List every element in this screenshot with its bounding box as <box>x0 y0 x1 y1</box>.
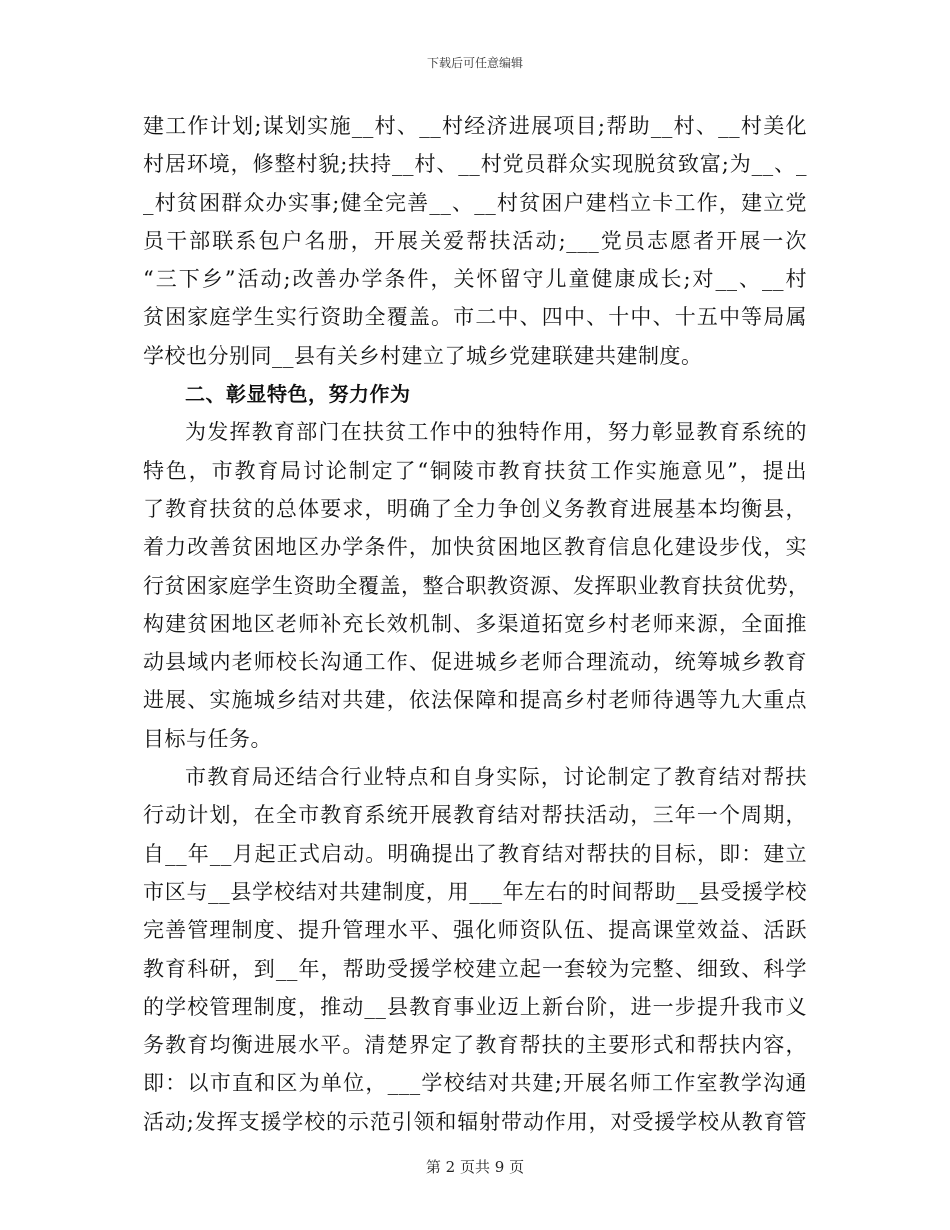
body-line: 了教育扶贫的总体要求，明确了全力争创义务教育进展基本均衡县， <box>143 496 807 521</box>
body-line: 行贫困家庭学生资助全覆盖，整合职教资源、发挥职业教育扶贫优势， <box>143 573 810 598</box>
document-body <box>143 107 810 1141</box>
body-line: 村居环境，修整村貌;扶持__村、__村党员群众实现脱贫致富;为__、_ <box>143 152 807 177</box>
body-line: 行动计划，在全市教育系统开展教育结对帮扶活动，三年一个周期， <box>143 803 807 828</box>
body-line: 自__年__月起正式启动。明确提出了教育结对帮扶的目标，即：建立 <box>143 841 807 866</box>
body-line: 市区与__县学校结对共建制度，用___年左右的时间帮助__县受援学校 <box>143 879 807 904</box>
body-line: 教育科研，到__年，帮助受援学校建立起一套较为完整、细致、科学 <box>143 956 807 981</box>
body-line: 学校也分别同__县有关乡村建立了城乡党建联建共建制度。 <box>143 343 703 368</box>
body-line: 即：以市直和区为单位，___学校结对共建;开展名师工作室教学沟通 <box>143 1071 807 1096</box>
body-line: 贫困家庭学生实行资助全覆盖。市二中、四中、十中、十五中等局属 <box>143 305 807 330</box>
body-line: 特色，市教育局讨论制定了“铜陵市教育扶贫工作实施意见”，提出 <box>143 458 807 483</box>
body-line: 着力改善贫困地区办学条件，加快贫困地区教育信息化建设步伐，实 <box>143 535 807 560</box>
body-line: 为发挥教育部门在扶贫工作中的独特作用，努力彰显教育系统的 <box>185 420 807 445</box>
page-header: 下载后可任意编辑 <box>426 56 523 70</box>
body-line: _村贫困群众办实事;健全完善__、__村贫困户建档立卡工作，建立党 <box>143 190 807 215</box>
body-line: 进展、实施城乡结对共建，依法保障和提高乡村老师待遇等九大重点 <box>143 688 807 713</box>
body-line: 目标与任务。 <box>143 726 272 751</box>
body-line: 完善管理制度、提升管理水平、强化师资队伍、提高课堂效益、活跃 <box>143 918 807 943</box>
page-number: 第 2 页共 9 页 <box>425 1158 525 1176</box>
body-line: 市教育局还结合行业特点和自身实际，讨论制定了教育结对帮扶 <box>185 765 807 790</box>
body-line: 建工作计划;谋划实施__村、__村经济进展项目;帮助__村、__村美化 <box>143 114 807 138</box>
body-line: “三下乡”活动;改善办学条件，关怀留守儿童健康成长;对__、__村 <box>143 267 807 292</box>
body-line: 的学校管理制度，推动__县教育事业迈上新台阶，进一步提升我市义 <box>143 994 807 1019</box>
body-line: 动县域内老师校长沟通工作、促进城乡老师合理流动，统筹城乡教育 <box>143 650 807 675</box>
body-line: 构建贫困地区老师补充长效机制、多渠道拓宽乡村老师来源，全面推 <box>143 611 807 636</box>
body-line: 活动;发挥支援学校的示范引领和辐射带动作用，对受援学校从教育管 <box>143 1109 807 1134</box>
body-line: 务教育均衡进展水平。清楚界定了教育帮扶的主要形式和帮扶内容， <box>143 1033 807 1058</box>
body-line: 员干部联系包户名册，开展关爱帮扶活动;___党员志愿者开展一次 <box>143 228 807 253</box>
section-heading: 二、彰显特色，努力作为 <box>185 382 411 407</box>
